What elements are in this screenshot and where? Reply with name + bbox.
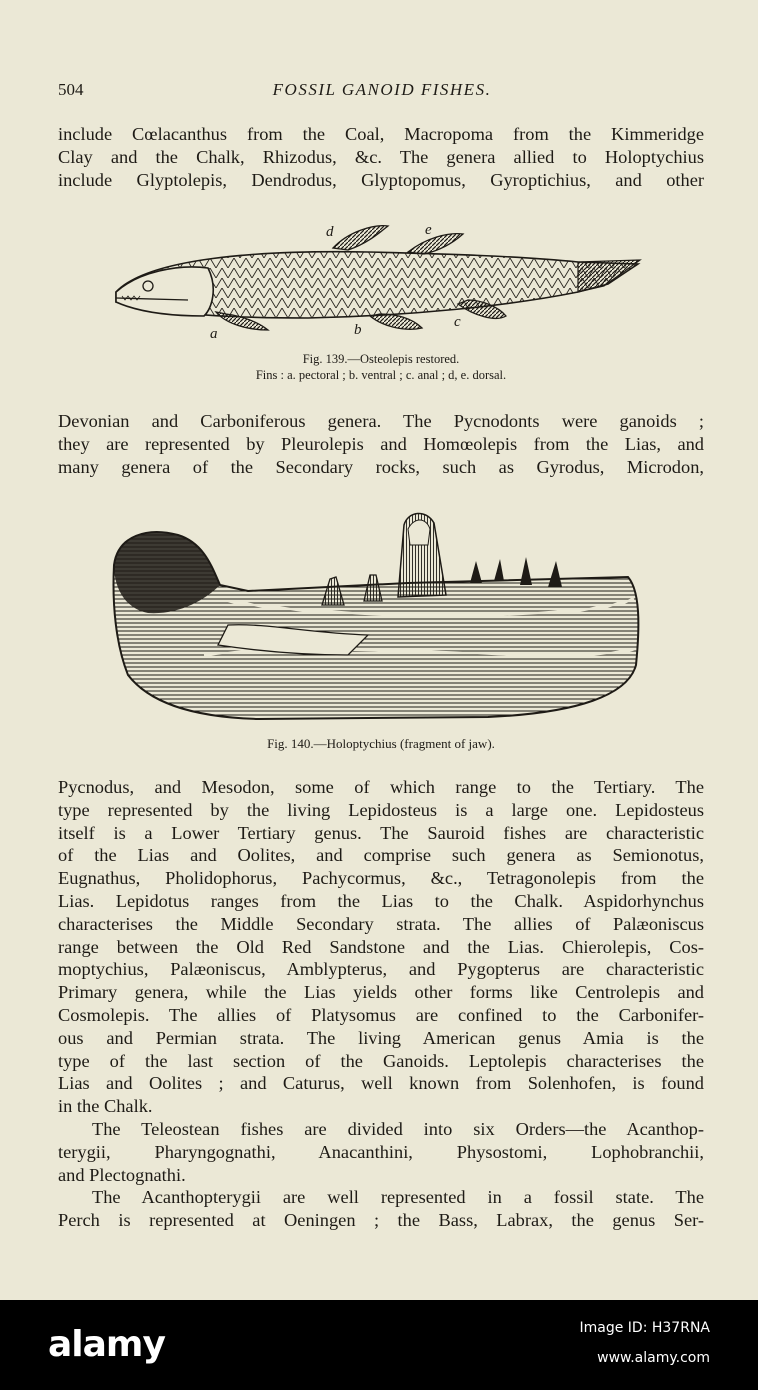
text-line: include Glyptolepis, Dendrodus, Glyptopomus, Gyroptichius, and other [58,169,704,190]
running-title: FOSSIL GANOID FISHES. [272,80,492,99]
text-line: Devonian and Carboniferous genera. The Pycnodonts were ganoids ; [58,411,704,431]
watermark-bar [0,1300,758,1390]
text-line: of the Lias and Oolites, and comprise such genera as Semionotus, [58,845,704,866]
text-line: range between the Old Red Sandstone and the Lias. Chierolepis, Cos- [58,936,704,957]
text-line: and Plectognathi. [58,1164,186,1185]
text-line: include Cœlacanthus from the Coal, Macropoma from the Kimmeridge [58,124,704,144]
text-line: Lias and Oolites ; and Caturus, well known from Solenhofen, is found [58,1073,704,1094]
page-header [58,80,706,108]
text-line: type represented by the living Lepidosteus is a large one. Lepidosteus [58,799,704,820]
figure-140-holoptychius-jaw [108,505,644,720]
text-line: many genera of the Secondary rocks, such as Gyrodus, Microdon, [58,456,704,477]
text-line: Eugnathus, Pholidophorus, Pachycormus, &c., Tetragonolepis from the [58,868,704,889]
site-url: www.alamy.com [597,1350,710,1366]
text-line: Pycnodus, and Mesodon, some of which range to the Tertiary. The [58,777,704,797]
text-line: in the Chalk. [58,1096,153,1117]
text-line: characterises the Middle Secondary strata. The allies of Palæoniscus [58,913,704,934]
text-line: Clay and the Chalk, Rhizodus, &c. The genera allied to Holoptychius [58,146,704,167]
figure-139-caption: Fig. 139.—Osteolepis restored. [302,352,460,366]
figure-139-osteolepis [108,218,648,348]
image-id: Image ID: H37RNA [579,1320,710,1336]
fin-label-e: e [425,222,432,238]
text-line: Perch is represented at Oeningen ; the Bass, Labrax, the genus Ser- [58,1209,704,1230]
figure-139-subcaption: Fins : a. pectoral ; b. ventral ; c. anal ; d, e. dorsal. [255,368,507,382]
paragraph-sauroid-fishes [58,776,704,1118]
fin-label-b: b [354,322,362,338]
page-number: 504 [58,80,84,99]
text-line: itself is a Lower Tertiary genus. The Sauroid fishes are characteristic [58,822,704,843]
text-line: ous and Permian strata. The living American genus Amia is the [58,1027,704,1048]
fin-label-a: a [210,326,218,342]
text-line: they are represented by Pleurolepis and Homœolepis from the Lias, and [58,433,704,454]
text-line: Cosmolepis. The allies of Platysomus are confined to the Carbonifer- [58,1004,704,1025]
paragraph-genera-allied [58,123,704,191]
text-line: type of the last section of the Ganoids. Leptolepis characterises the [58,1050,704,1071]
figure-140-caption: Fig. 140.—Holoptychius (fragment of jaw). [267,736,495,751]
fin-label-c: c [454,314,461,330]
text-line: Lias. Lepidotus ranges from the Lias to the Chalk. Aspidorhynchus [58,890,704,911]
text-line: The Teleostean fishes are divided into six Orders—the Acanthop- [92,1119,704,1139]
paragraph-teleostean [58,1118,704,1186]
text-line: moptychius, Palæoniscus, Amblypterus, and Pygopterus are characteristic [58,959,704,980]
paragraph-pycnodonts [58,410,704,478]
text-line: Primary genera, while the Lias yields other forms like Centrolepis and [58,982,704,1003]
text-line: The Acanthopterygii are well represented in a fossil state. The [92,1187,704,1207]
paragraph-acanthopterygii [58,1186,704,1232]
fin-label-d: d [326,224,334,240]
alamy-logo: alamy [48,1324,165,1365]
text-line: terygii, Pharyngognathi, Anacanthini, Physostomi, Lophobranchii, [58,1141,704,1162]
